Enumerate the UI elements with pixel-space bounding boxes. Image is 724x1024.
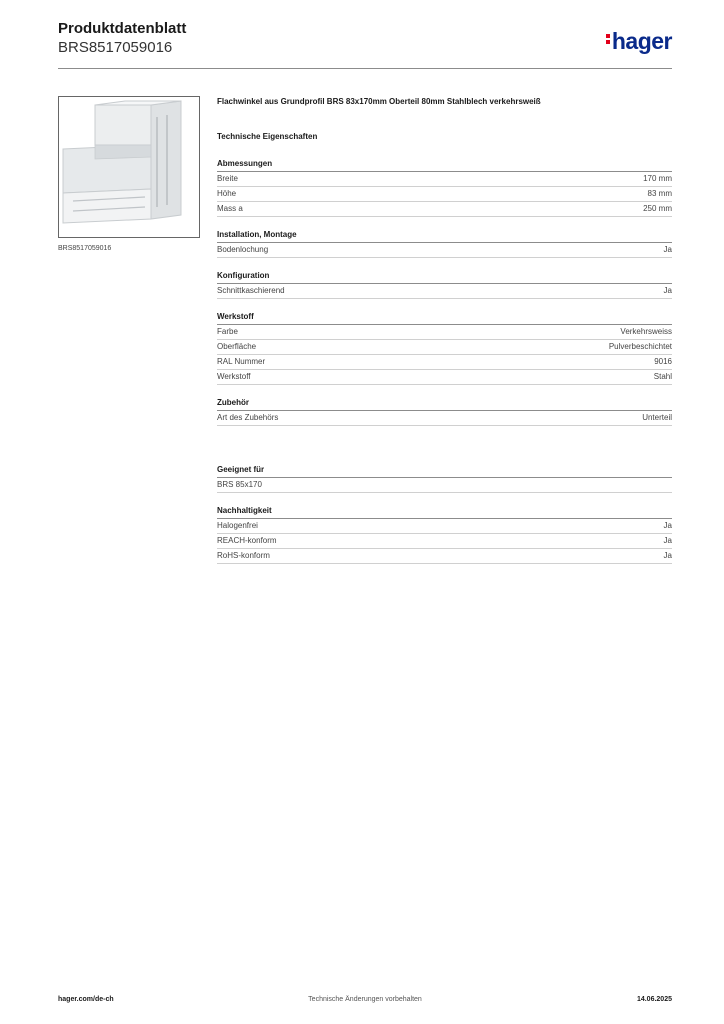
product-details (217, 96, 672, 564)
table-row: Art des Zubehörs Unterteil (217, 411, 672, 426)
header-divider (58, 68, 672, 69)
image-caption: BRS8517059016 (58, 245, 112, 252)
technical-properties-heading: Technische Eigenschaften (217, 132, 318, 141)
section-title: Werkstoff (217, 311, 672, 325)
page-header (58, 20, 672, 68)
section-nachhaltigkeit (217, 505, 672, 564)
table-row: Mass a 250 mm (217, 202, 672, 217)
product-image (58, 96, 200, 238)
product-name: Flachwinkel aus Grundprofil BRS 83x170mm Oberteil 80mm Stahlblech verkehrsweiß (217, 97, 541, 106)
logo-dots-icon (606, 32, 610, 46)
table-row: Breite 170 mm (217, 172, 672, 187)
product-number: BRS8517059016 (58, 39, 173, 56)
section-title: Geeignet für (217, 464, 672, 478)
section-title: Abmessungen (217, 158, 672, 172)
table-row: Farbe Verkehrsweiss (217, 325, 672, 340)
table-row: RAL Nummer 9016 (217, 355, 672, 370)
section-title: Konfiguration (217, 270, 672, 284)
table-row: RoHS-konform Ja (217, 549, 672, 564)
section-geeignet-fuer (217, 464, 672, 493)
footer-website-link[interactable]: hager.com/de-ch (58, 996, 114, 1003)
table-row: Werkstoff Stahl (217, 370, 672, 385)
flat-angle-product-icon (59, 97, 199, 237)
table-row: REACH-konform Ja (217, 534, 672, 549)
section-title: Zubehör (217, 397, 672, 411)
table-row: BRS 85x170 (217, 478, 672, 493)
section-werkstoff (217, 311, 672, 385)
section-installation (217, 229, 672, 258)
section-zubehoer (217, 397, 672, 426)
section-title: Nachhaltigkeit (217, 505, 672, 519)
table-row: Schnittkaschierend Ja (217, 284, 672, 299)
footer-note: Technische Änderungen vorbehalten (308, 996, 422, 1003)
section-abmessungen (217, 158, 672, 217)
table-row: Oberfläche Pulverbeschichtet (217, 340, 672, 355)
table-row: Höhe 83 mm (217, 187, 672, 202)
footer-date: 14.06.2025 (636, 996, 672, 1003)
section-konfiguration (217, 270, 672, 299)
table-row: Bodenlochung Ja (217, 243, 672, 258)
page-title: Produktdatenblatt (58, 20, 187, 37)
section-title: Installation, Montage (217, 229, 672, 243)
table-row: Halogenfrei Ja (217, 519, 672, 534)
hager-logo: hager (606, 28, 672, 55)
